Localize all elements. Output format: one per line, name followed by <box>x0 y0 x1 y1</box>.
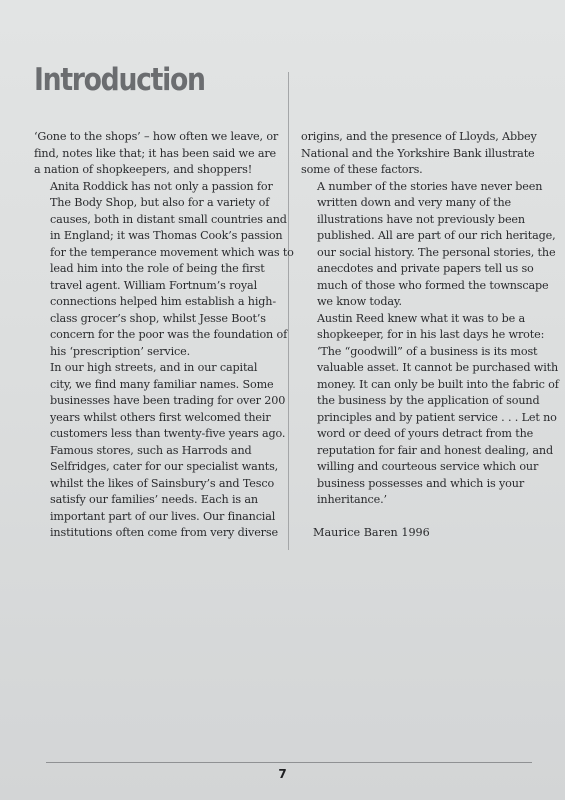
text-line: reputation for fair and honest dealing, and <box>317 443 553 457</box>
text-line: ‘Gone to the shops’ – how often we leave, or <box>34 130 279 143</box>
page-title: Introduction <box>34 62 205 98</box>
text-line: businesses have been trading for over 200 <box>50 394 286 407</box>
text-line: city, we find many familiar names. Some <box>50 377 274 391</box>
text-line: inheritance.’ <box>317 493 387 506</box>
paragraph <box>34 129 280 179</box>
text-line: Austin Reed knew what it was to be a <box>317 311 526 325</box>
text-line: years whilst others first welcomed their <box>50 410 271 424</box>
text-line: shopkeeper, for in his last days he wrote: <box>317 328 545 341</box>
text-line: business possesses and which is your <box>317 476 525 490</box>
text-line: National and the Yorkshire Bank illustrate <box>301 146 535 160</box>
text-line: we know today. <box>317 295 402 308</box>
text-line: written down and very many of the <box>317 196 512 209</box>
text-line: lead him into the role of being the first <box>50 262 265 275</box>
text-line: some of these factors. <box>301 163 423 176</box>
text-line: travel agent. William Fortnum’s royal <box>50 278 258 292</box>
right-column-paragraphs <box>301 129 559 509</box>
text-line: Selfridges, cater for our specialist wants, <box>50 460 279 473</box>
text-line: his ‘prescription’ service. <box>50 344 190 358</box>
text-line: find, notes like that; it has been said we are <box>34 146 277 160</box>
paragraph <box>34 360 286 542</box>
text-line: causes, both in distant small countries and <box>50 212 287 226</box>
text-line: The Body Shop, but also for a variety of <box>50 196 270 209</box>
text-line: anecdotes and private papers tell us so <box>317 262 534 275</box>
text-line: the business by the application of sound <box>317 394 540 407</box>
text-line: ‘The “goodwill” of a business is its most <box>317 344 538 358</box>
text-line: money. It can only be built into the fabric of <box>317 377 559 391</box>
text-line: In our high streets, and in our capital <box>50 361 258 374</box>
text-line: our social history. The personal stories, the <box>317 245 556 259</box>
text-line: class grocer’s shop, whilst Jesse Boot’s <box>50 311 266 325</box>
text-line: much of those who formed the townscape <box>317 278 549 292</box>
paragraph <box>301 179 556 311</box>
page-number: 7 <box>278 767 287 781</box>
text-line: illustrations have not previously been <box>317 212 525 226</box>
text-line: principles and by patient service . . . Let no <box>317 410 557 424</box>
text-line: Famous stores, such as Harrods and <box>50 443 252 457</box>
text-line: institutions often come from very diverse <box>50 526 278 539</box>
text-line: valuable asset. It cannot be purchased with <box>317 361 559 374</box>
right-column <box>301 129 559 541</box>
text-line: important part of our lives. Our financial <box>50 509 276 523</box>
text-line: concern for the poor was the foundation of <box>50 328 288 341</box>
paragraph <box>301 311 559 509</box>
text-line: a nation of shopkeepers, and shoppers! <box>34 163 253 176</box>
left-column <box>34 129 294 542</box>
text-line: satisfy our families’ needs. Each is an <box>50 493 258 506</box>
text-line: connections helped him establish a high- <box>50 295 276 308</box>
text-line: customers less than twenty-five years ago. <box>50 427 286 440</box>
text-line: Anita Roddick has not only a passion for <box>50 179 273 193</box>
text-line: word or deed of yours detract from the <box>317 427 534 440</box>
author-signature: Maurice Baren 1996 <box>313 525 430 539</box>
paragraph <box>301 129 539 179</box>
text-line: whilst the likes of Sainsbury’s and Tesco <box>50 476 275 490</box>
text-line: willing and courteous service which our <box>317 460 539 473</box>
text-line: for the temperance movement which was to <box>50 245 294 259</box>
column-divider <box>288 72 289 550</box>
footer-rule <box>46 762 532 763</box>
text-line: A number of the stories have never been <box>317 179 543 193</box>
paragraph <box>34 179 294 361</box>
text-line: origins, and the presence of Lloyds, Abbey <box>301 130 537 143</box>
text-line: in England; it was Thomas Cook’s passion <box>50 229 283 242</box>
text-line: published. All are part of our rich heritage, <box>317 229 556 242</box>
